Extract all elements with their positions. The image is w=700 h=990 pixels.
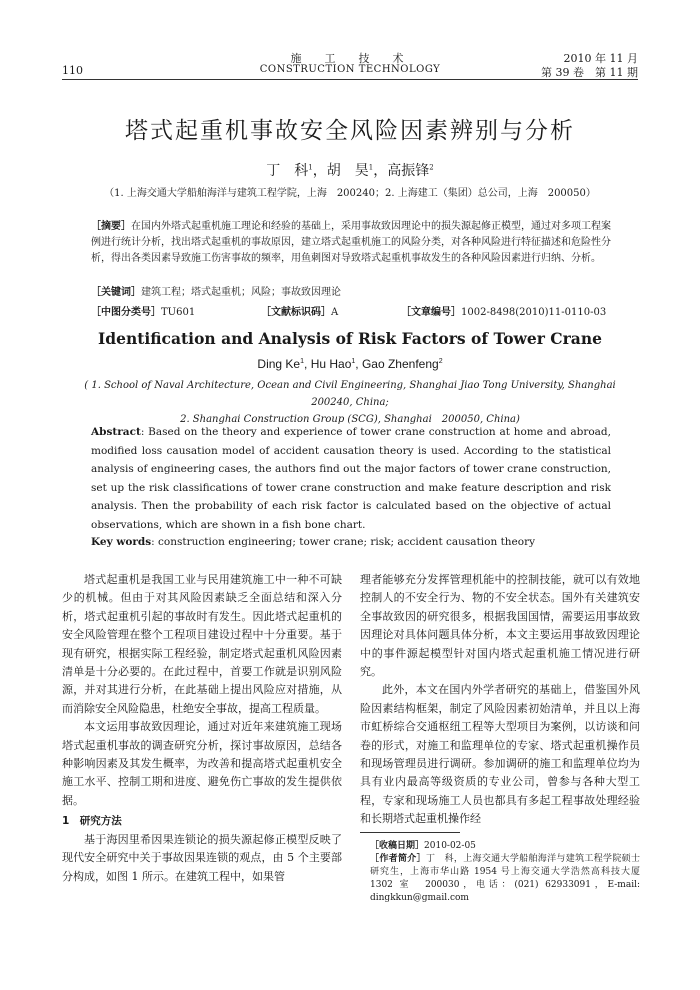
author-en-3: Gao Zhenfeng <box>361 357 439 371</box>
journal-title-en: CONSTRUCTION TECHNOLOGY <box>259 64 441 75</box>
body-paragraph: 塔式起重机是我国工业与民用建筑施工中一种不可缺少的机械。但由于对其风险因素缺乏全面总结和深入分析，塔式起重机引起的事故时有发生。因此塔式起重机的安全风险管理在整个工程项目建设过程中十分重要。基于现有研究，根据实际工程经验，制定塔式起重机风险因素清单是十分必要的。在此过程中，首要工作就是识别风险源，并对其进行分析，在此基础上提出风险应对措施，从而消除安全风险隐患，杜绝安全事故，提高工程质量。 <box>62 573 342 715</box>
clc-label: ［中图分类号］ <box>91 307 161 318</box>
doc-code-value: A <box>331 307 339 318</box>
author-cn-3: 高振锋 <box>387 163 430 179</box>
body-paragraph: 理者能够充分发挥管理机能中的控制技能，就可以有效地控制人的不安全行为、物的不安全状态。国外有关建筑安全事故致因的研究很多，根据我国国情，需要运用事故致因理论对具体问题具体分析，本文主要运用事故致因理论中的事件源起模型针对国内塔式起重机施工情况进行研究。 <box>360 573 640 679</box>
keywords-en-label: Key words <box>91 536 152 548</box>
author-en-2: Hu Hao <box>310 357 352 371</box>
abstract-cn-label: ［摘要］ <box>91 221 131 232</box>
affiliation-en <box>60 377 640 428</box>
author-bio-label: ［作者简介］ <box>370 854 426 864</box>
abstract-cn-text: 在国内外塔式起重机施工理论和经验的基础上，采用事故致因理论中的损失源起修正模型，通过对多项工程案例进行统计分析，找出塔式起重机的事故原因，建立塔式起重机施工的风险分类，对各种风险进行特征描述和危险性分析，得出各类因素导致施工伤害事故的频率，用鱼刺图对导致塔式起重机事故发生的各种风险因素进行归纳、分析。 <box>91 221 611 264</box>
author-cn-1-aff: 1 <box>308 163 313 172</box>
article-no-label: ［文章编号］ <box>401 307 461 318</box>
issue-date: 2010 年 11 月 <box>563 52 638 65</box>
body-right-column <box>360 571 640 829</box>
author-cn-2-aff: 1 <box>368 163 374 172</box>
article-no-value: 1002-8498(2010)11-0110-03 <box>461 307 607 318</box>
section-heading: 1 研究方法 <box>62 815 122 828</box>
header-rule <box>62 79 638 80</box>
title-cn: 塔式起重机事故安全风险因素辨别与分析 <box>125 118 575 144</box>
body-paragraph: 基于海因里希因果连锁论的损失源起修正模型反映了现代安全研究中关于事故因果连锁的观点，由 5 个主要部分构成，如图 1 所示。在建筑工程中，如果管 <box>62 832 342 883</box>
received-date: 2010-02-05 <box>424 841 476 851</box>
author-cn-1: 丁 科 <box>266 163 309 179</box>
body-paragraph: 此外，本文在国内外学者研究的基础上，借鉴国外风险因素结构框架，制定了风险因素初始清单，并且以上海市虹桥综合交通枢纽工程等大型项目为案例，以访谈和问卷的形式，对施工和监理单位的专家、塔式起重机操作员和现场管理员进行调研。参加调研的施工和监理单位均为具有业内最高等级资质的专业公司，曾参与各种大型工程，专家和现场施工人员也都具有多起工程事故处理经验和长期塔式起重机操作经 <box>360 683 640 826</box>
affiliation-cn: （1. 上海交通大学船舶海洋与建筑工程学院，上海 200240；2. 上海建工（集团）总公司，上海 200050） <box>104 188 596 199</box>
received-label: ［收稿日期］ <box>370 841 425 851</box>
abstract-en-text: : Based on the theory and experience of tower crane construction at home and abroad, modified loss causation model of accident causation theory is used. According to the statistical analysis of engineering cases, the authors find out the major factors of tower crane construction, set up the risk classifications of tower crane construction and make feature description and risk analysis. Then the probability of each risk factor is calculated based on the objective of actual observations, which are shown in a fish bone chart. <box>91 426 611 531</box>
author-en-3-aff: 2 <box>438 358 443 365</box>
authors-cn: 丁 科$^1$，胡 昊$^1$，高振锋$^2$ <box>266 163 434 179</box>
keywords-cn-label: ［关键词］ <box>91 287 141 298</box>
keywords-cn <box>91 285 611 301</box>
abstract-en-label: Abstract <box>91 426 141 438</box>
footnote <box>370 840 640 905</box>
body-left-column <box>62 571 342 886</box>
abstract-en <box>91 423 611 534</box>
clc-value: TU601 <box>161 307 196 318</box>
author-en-1: Ding Ke <box>257 357 301 371</box>
page-number: 110 <box>62 64 83 77</box>
title-en: Identification and Analysis of Risk Factors of Tower Crane <box>98 329 602 348</box>
keywords-en <box>91 536 611 548</box>
author-cn-2: 胡 昊 <box>326 163 369 179</box>
footnote-rule <box>360 832 460 833</box>
doc-code-label: ［文献标识码］ <box>261 307 331 318</box>
affiliation-en-line2: 2. Shanghai Construction Group (SCG), Shanghai 200050, China) <box>180 414 520 425</box>
affiliation-en-line1: ( 1. School of Naval Architecture, Ocean and Civil Engineering, Shanghai Jiao Tong University, Shanghai 200240, China; <box>84 380 626 408</box>
author-en-1-aff: 1 <box>300 358 305 365</box>
authors-en: Ding Ke$^1$, Hu Hao$^1$, Gao Zhenfeng$^2$ <box>257 357 443 371</box>
author-bio: 丁 科，上海交通大学船舶海洋与建筑工程学院硕士研究生，上海市华山路 1954 号上海交通大学浩然高科技大厦 1302 室 200030，电话：(021) 62933091，E-mail: dingkkun@gmail.com <box>370 854 640 903</box>
abstract-cn <box>91 219 611 267</box>
body-paragraph: 本文运用事故致因理论，通过对近年来建筑施工现场塔式起重机事故的调查研究分析，探讨事故原因，总结各种影响因素及其发生概率，为改善和提高塔式起重机安全施工水平、控制工期和进度、避免伤亡事故的发生提供依据。 <box>62 720 342 807</box>
author-en-2-aff: 1 <box>351 358 356 365</box>
keywords-cn-text: 建筑工程；塔式起重机；风险；事故致因理论 <box>141 287 341 298</box>
classification-line <box>91 303 606 318</box>
journal-title-cn: 施 工 技 术 <box>290 52 410 65</box>
keywords-en-text: : construction engineering; tower crane; risk; accident causation theory <box>151 536 536 548</box>
author-cn-3-aff: 2 <box>429 163 434 172</box>
volume-issue: 第 39 卷 第 11 期 <box>541 66 638 79</box>
